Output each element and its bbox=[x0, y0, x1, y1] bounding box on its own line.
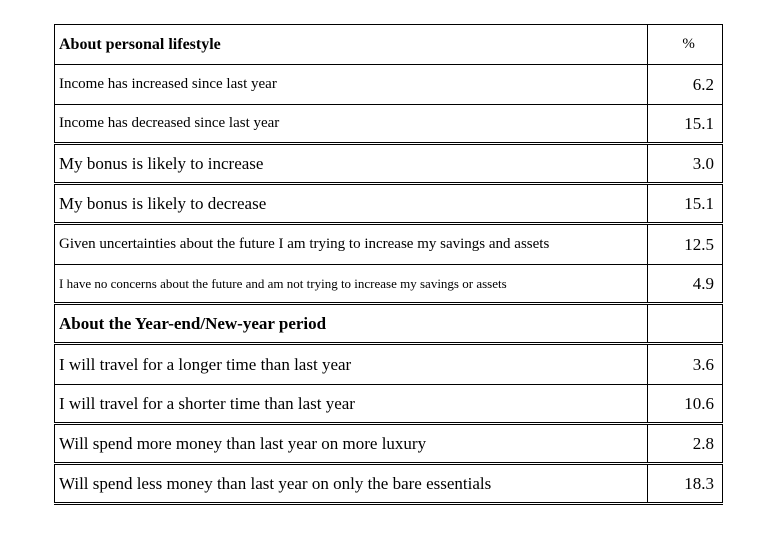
row-value: 4.9 bbox=[648, 265, 723, 304]
section-header-row bbox=[55, 304, 723, 344]
row-value: 10.6 bbox=[648, 385, 723, 424]
survey-table bbox=[54, 24, 723, 505]
row-label: I will travel for a longer time than last year bbox=[55, 344, 648, 385]
section-title-personal-lifestyle: About personal lifestyle bbox=[55, 25, 648, 65]
empty-cell bbox=[648, 304, 723, 344]
percent-column-header: % bbox=[648, 25, 723, 65]
section-title-year-end: About the Year-end/New-year period bbox=[55, 304, 648, 344]
table-row bbox=[55, 65, 723, 105]
table-row bbox=[55, 385, 723, 424]
table-row bbox=[55, 105, 723, 144]
row-label: I have no concerns about the future and am not trying to increase my savings or assets bbox=[55, 265, 648, 304]
row-label: Income has increased since last year bbox=[55, 65, 648, 105]
row-label: Will spend more money than last year on more luxury bbox=[55, 424, 648, 464]
row-value: 15.1 bbox=[648, 184, 723, 224]
row-value: 15.1 bbox=[648, 105, 723, 144]
row-value: 6.2 bbox=[648, 65, 723, 105]
row-value: 3.0 bbox=[648, 144, 723, 184]
row-label: My bonus is likely to decrease bbox=[55, 184, 648, 224]
row-value: 12.5 bbox=[648, 224, 723, 265]
table-row bbox=[55, 184, 723, 224]
row-value: 2.8 bbox=[648, 424, 723, 464]
row-label: Given uncertainties about the future I am trying to increase my savings and assets bbox=[55, 224, 648, 265]
row-label: Will spend less money than last year on only the bare essentials bbox=[55, 464, 648, 504]
table-row bbox=[55, 424, 723, 464]
row-label: My bonus is likely to increase bbox=[55, 144, 648, 184]
table-row bbox=[55, 144, 723, 184]
row-label: Income has decreased since last year bbox=[55, 105, 648, 144]
table-row bbox=[55, 344, 723, 385]
row-value: 3.6 bbox=[648, 344, 723, 385]
table-row bbox=[55, 265, 723, 304]
section-header-row bbox=[55, 25, 723, 65]
table-row bbox=[55, 464, 723, 504]
table-row bbox=[55, 224, 723, 265]
row-value: 18.3 bbox=[648, 464, 723, 504]
row-label: I will travel for a shorter time than last year bbox=[55, 385, 648, 424]
